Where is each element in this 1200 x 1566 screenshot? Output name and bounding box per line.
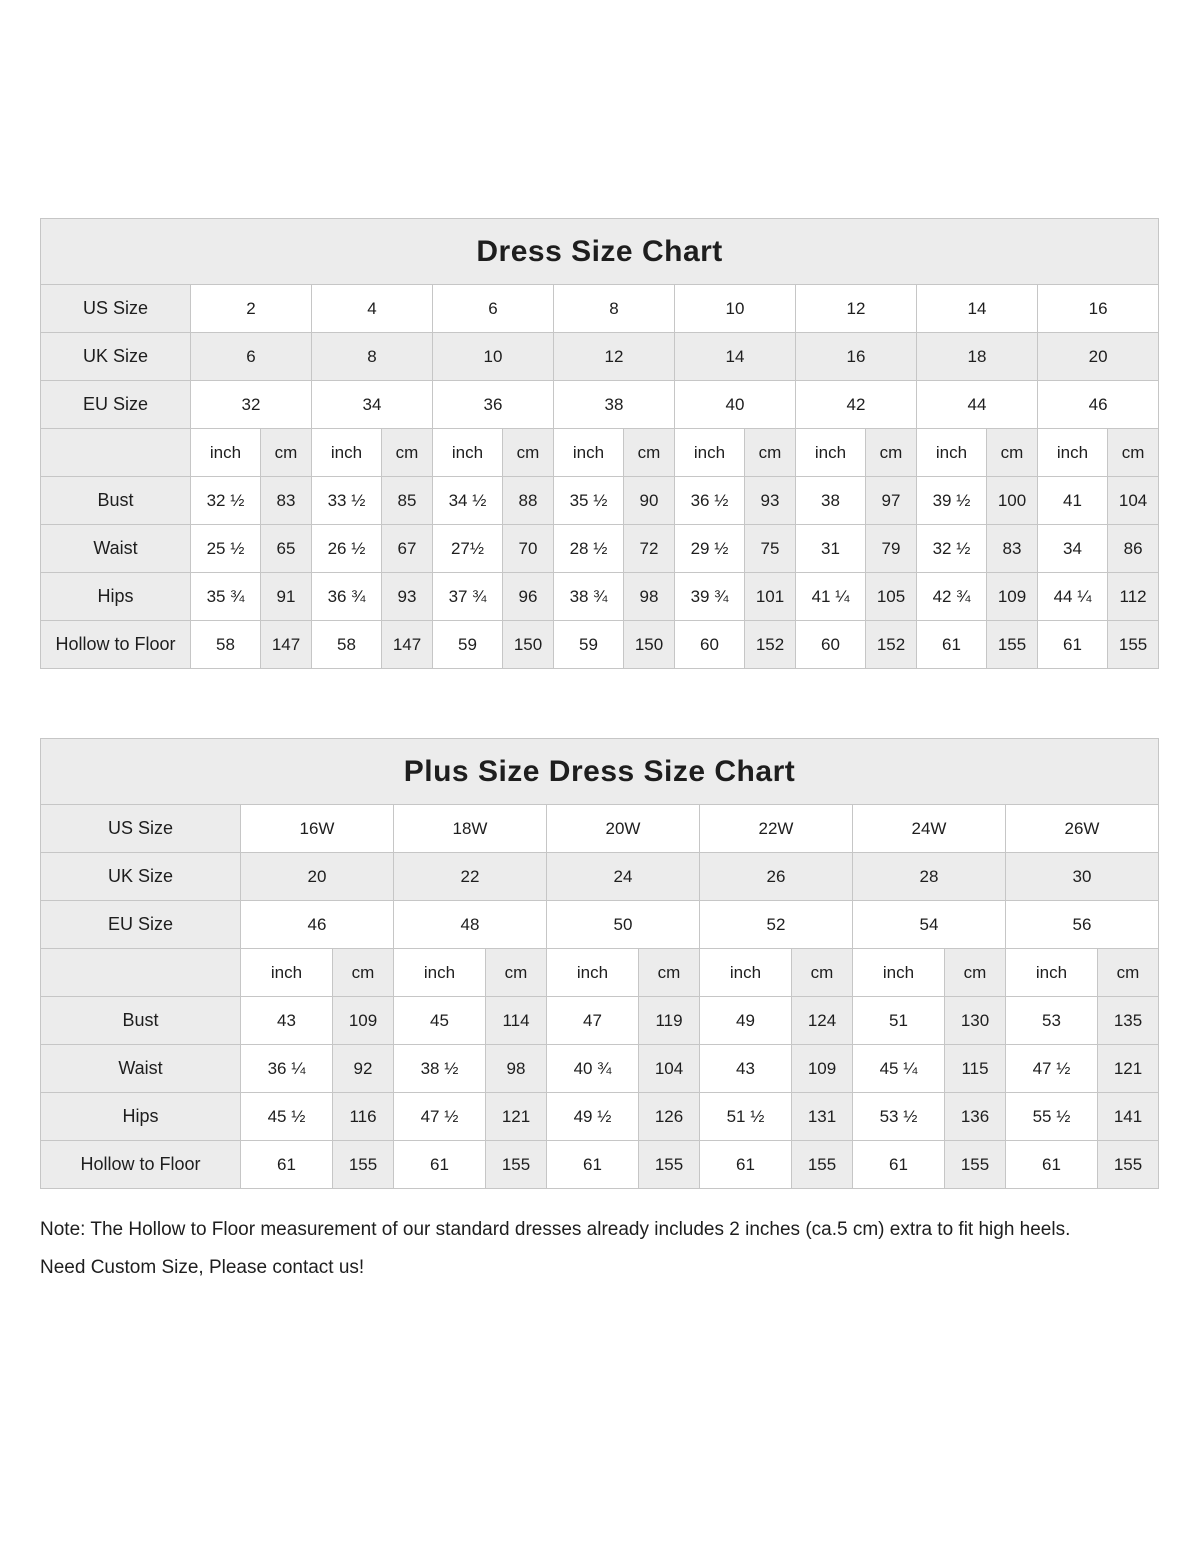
measurement-inch-value: 35 ½ (554, 477, 624, 525)
measurement-cm-value: 152 (866, 621, 917, 669)
size-value-cell: 20 (1038, 333, 1159, 381)
measurement-cm-value: 147 (261, 621, 312, 669)
size-value-cell: 32 (191, 381, 312, 429)
measurement-cm-value: 72 (624, 525, 675, 573)
unit-row-label (41, 949, 241, 997)
cm-unit-label: cm (382, 429, 433, 477)
chart-title: Dress Size Chart (41, 219, 1159, 285)
measurement-cm-value: 91 (261, 573, 312, 621)
standard-size-chart-table (40, 218, 1159, 669)
measurement-inch-value: 47 (547, 997, 639, 1045)
size-value-cell: 8 (554, 285, 675, 333)
measurement-inch-value: 60 (675, 621, 745, 669)
measurement-inch-value: 42 ¾ (917, 573, 987, 621)
measurement-inch-value: 35 ¾ (191, 573, 261, 621)
cm-unit-label: cm (792, 949, 853, 997)
size-value-cell: 20W (547, 805, 700, 853)
measurement-cm-value: 70 (503, 525, 554, 573)
measurement-inch-value: 43 (700, 1045, 792, 1093)
measurement-cm-value: 88 (503, 477, 554, 525)
measurement-inch-value: 55 ½ (1006, 1093, 1098, 1141)
measurement-inch-value: 61 (853, 1141, 945, 1189)
measurement-cm-value: 121 (486, 1093, 547, 1141)
measurement-cm-value: 155 (987, 621, 1038, 669)
measurement-inch-value: 58 (191, 621, 261, 669)
measurement-cm-value: 126 (639, 1093, 700, 1141)
measurement-cm-value: 152 (745, 621, 796, 669)
inch-unit-label: inch (312, 429, 382, 477)
size-value-cell: 52 (700, 901, 853, 949)
cm-unit-label: cm (1098, 949, 1159, 997)
inch-unit-label: inch (433, 429, 503, 477)
inch-unit-label: inch (675, 429, 745, 477)
measurement-inch-value: 32 ½ (917, 525, 987, 573)
size-value-cell: 54 (853, 901, 1006, 949)
measurement-row-label: Hollow to Floor (41, 621, 191, 669)
inch-unit-label: inch (547, 949, 639, 997)
size-value-cell: 44 (917, 381, 1038, 429)
measurement-cm-value: 121 (1098, 1045, 1159, 1093)
size-value-cell: 6 (191, 333, 312, 381)
measurement-cm-value: 109 (792, 1045, 853, 1093)
inch-unit-label: inch (191, 429, 261, 477)
size-value-cell: 14 (675, 333, 796, 381)
measurement-inch-value: 53 ½ (853, 1093, 945, 1141)
measurement-inch-value: 31 (796, 525, 866, 573)
cm-unit-label: cm (1108, 429, 1159, 477)
cm-unit-label: cm (261, 429, 312, 477)
measurement-cm-value: 65 (261, 525, 312, 573)
measurement-row-label: Bust (41, 477, 191, 525)
inch-unit-label: inch (241, 949, 333, 997)
measurement-row-label: Hollow to Floor (41, 1141, 241, 1189)
cm-unit-label: cm (333, 949, 394, 997)
measurement-cm-value: 155 (1098, 1141, 1159, 1189)
plus-size-chart-table (40, 738, 1159, 1189)
measurement-row-label: Hips (41, 1093, 241, 1141)
size-value-cell: 30 (1006, 853, 1159, 901)
measurement-cm-value: 101 (745, 573, 796, 621)
measurement-inch-value: 38 ½ (394, 1045, 486, 1093)
cm-unit-label: cm (503, 429, 554, 477)
size-value-cell: 28 (853, 853, 1006, 901)
size-value-cell: 10 (675, 285, 796, 333)
measurement-cm-value: 98 (486, 1045, 547, 1093)
measurement-row-label: Waist (41, 525, 191, 573)
measurement-cm-value: 112 (1108, 573, 1159, 621)
inch-unit-label: inch (853, 949, 945, 997)
inch-unit-label: inch (917, 429, 987, 477)
measurement-cm-value: 104 (1108, 477, 1159, 525)
measurement-inch-value: 53 (1006, 997, 1098, 1045)
measurement-inch-value: 32 ½ (191, 477, 261, 525)
measurement-inch-value: 47 ½ (1006, 1045, 1098, 1093)
measurement-cm-value: 75 (745, 525, 796, 573)
measurement-inch-value: 36 ¼ (241, 1045, 333, 1093)
measurement-inch-value: 37 ¾ (433, 573, 503, 621)
measurement-inch-value: 34 ½ (433, 477, 503, 525)
measurement-inch-value: 49 (700, 997, 792, 1045)
measurement-cm-value: 115 (945, 1045, 1006, 1093)
cm-unit-label: cm (987, 429, 1038, 477)
size-row-label: UK Size (41, 853, 241, 901)
measurement-row-label: Hips (41, 573, 191, 621)
size-row-label: EU Size (41, 901, 241, 949)
size-value-cell: 24W (853, 805, 1006, 853)
size-value-cell: 40 (675, 381, 796, 429)
measurement-cm-value: 155 (333, 1141, 394, 1189)
size-value-cell: 2 (191, 285, 312, 333)
measurement-inch-value: 58 (312, 621, 382, 669)
size-value-cell: 22 (394, 853, 547, 901)
measurement-inch-value: 47 ½ (394, 1093, 486, 1141)
measurement-cm-value: 155 (945, 1141, 1006, 1189)
size-row-label: US Size (41, 285, 191, 333)
measurement-inch-value: 45 ½ (241, 1093, 333, 1141)
measurement-cm-value: 90 (624, 477, 675, 525)
cm-unit-label: cm (486, 949, 547, 997)
measurement-inch-value: 29 ½ (675, 525, 745, 573)
size-value-cell: 4 (312, 285, 433, 333)
measurement-inch-value: 34 (1038, 525, 1108, 573)
measurement-cm-value: 124 (792, 997, 853, 1045)
measurement-inch-value: 44 ¼ (1038, 573, 1108, 621)
unit-row-label (41, 429, 191, 477)
inch-unit-label: inch (1006, 949, 1098, 997)
measurement-cm-value: 83 (987, 525, 1038, 573)
measurement-cm-value: 155 (1108, 621, 1159, 669)
size-value-cell: 36 (433, 381, 554, 429)
measurement-cm-value: 150 (503, 621, 554, 669)
size-value-cell: 8 (312, 333, 433, 381)
inch-unit-label: inch (554, 429, 624, 477)
size-value-cell: 38 (554, 381, 675, 429)
cm-unit-label: cm (945, 949, 1006, 997)
measurement-inch-value: 61 (547, 1141, 639, 1189)
size-value-cell: 16W (241, 805, 394, 853)
measurement-cm-value: 93 (745, 477, 796, 525)
measurement-cm-value: 98 (624, 573, 675, 621)
measurement-row-label: Bust (41, 997, 241, 1045)
measurement-inch-value: 59 (433, 621, 503, 669)
size-value-cell: 22W (700, 805, 853, 853)
size-value-cell: 18W (394, 805, 547, 853)
inch-unit-label: inch (1038, 429, 1108, 477)
measurement-inch-value: 28 ½ (554, 525, 624, 573)
size-value-cell: 46 (1038, 381, 1159, 429)
size-row-label: EU Size (41, 381, 191, 429)
measurement-cm-value: 135 (1098, 997, 1159, 1045)
size-value-cell: 16 (796, 333, 917, 381)
cm-unit-label: cm (745, 429, 796, 477)
measurement-cm-value: 114 (486, 997, 547, 1045)
measurement-cm-value: 85 (382, 477, 433, 525)
size-value-cell: 10 (433, 333, 554, 381)
chart-title: Plus Size Dress Size Chart (41, 739, 1159, 805)
measurement-row-label: Waist (41, 1045, 241, 1093)
size-value-cell: 20 (241, 853, 394, 901)
size-value-cell: 46 (241, 901, 394, 949)
measurement-inch-value: 38 (796, 477, 866, 525)
measurement-cm-value: 67 (382, 525, 433, 573)
cm-unit-label: cm (639, 949, 700, 997)
size-row-label: UK Size (41, 333, 191, 381)
measurement-inch-value: 61 (700, 1141, 792, 1189)
measurement-inch-value: 49 ½ (547, 1093, 639, 1141)
measurement-inch-value: 26 ½ (312, 525, 382, 573)
size-value-cell: 42 (796, 381, 917, 429)
measurement-inch-value: 39 ½ (917, 477, 987, 525)
measurement-cm-value: 155 (639, 1141, 700, 1189)
measurement-inch-value: 25 ½ (191, 525, 261, 573)
measurement-cm-value: 86 (1108, 525, 1159, 573)
measurement-cm-value: 141 (1098, 1093, 1159, 1141)
measurement-inch-value: 51 (853, 997, 945, 1045)
measurement-inch-value: 45 ¼ (853, 1045, 945, 1093)
measurement-cm-value: 96 (503, 573, 554, 621)
notes (40, 1211, 1160, 1287)
measurement-inch-value: 27½ (433, 525, 503, 573)
measurement-inch-value: 61 (1006, 1141, 1098, 1189)
size-value-cell: 14 (917, 285, 1038, 333)
measurement-cm-value: 147 (382, 621, 433, 669)
size-value-cell: 48 (394, 901, 547, 949)
measurement-inch-value: 36 ¾ (312, 573, 382, 621)
measurement-cm-value: 150 (624, 621, 675, 669)
measurement-inch-value: 33 ½ (312, 477, 382, 525)
measurement-cm-value: 155 (792, 1141, 853, 1189)
measurement-inch-value: 45 (394, 997, 486, 1045)
size-value-cell: 12 (554, 333, 675, 381)
measurement-cm-value: 105 (866, 573, 917, 621)
size-value-cell: 50 (547, 901, 700, 949)
size-row-label: US Size (41, 805, 241, 853)
size-value-cell: 16 (1038, 285, 1159, 333)
size-value-cell: 24 (547, 853, 700, 901)
measurement-cm-value: 131 (792, 1093, 853, 1141)
measurement-inch-value: 59 (554, 621, 624, 669)
size-value-cell: 6 (433, 285, 554, 333)
measurement-cm-value: 79 (866, 525, 917, 573)
cm-unit-label: cm (624, 429, 675, 477)
measurement-cm-value: 92 (333, 1045, 394, 1093)
measurement-inch-value: 39 ¾ (675, 573, 745, 621)
measurement-cm-value: 155 (486, 1141, 547, 1189)
measurement-inch-value: 51 ½ (700, 1093, 792, 1141)
size-value-cell: 26W (1006, 805, 1159, 853)
measurement-inch-value: 38 ¾ (554, 573, 624, 621)
hollow-to-floor-note: Note: The Hollow to Floor measurement of our standard dresses already includes 2 inches (ca.5 cm) extra to fit high heels. (40, 1219, 1071, 1240)
measurement-cm-value: 100 (987, 477, 1038, 525)
size-value-cell: 18 (917, 333, 1038, 381)
size-value-cell: 56 (1006, 901, 1159, 949)
inch-unit-label: inch (796, 429, 866, 477)
measurement-cm-value: 109 (987, 573, 1038, 621)
size-value-cell: 34 (312, 381, 433, 429)
measurement-inch-value: 61 (241, 1141, 333, 1189)
cm-unit-label: cm (866, 429, 917, 477)
custom-size-note: Need Custom Size, Please contact us! (40, 1257, 365, 1278)
measurement-cm-value: 130 (945, 997, 1006, 1045)
size-value-cell: 12 (796, 285, 917, 333)
measurement-inch-value: 40 ¾ (547, 1045, 639, 1093)
measurement-inch-value: 61 (917, 621, 987, 669)
measurement-inch-value: 61 (1038, 621, 1108, 669)
measurement-inch-value: 61 (394, 1141, 486, 1189)
measurement-cm-value: 109 (333, 997, 394, 1045)
measurement-inch-value: 41 ¼ (796, 573, 866, 621)
measurement-cm-value: 116 (333, 1093, 394, 1141)
measurement-cm-value: 119 (639, 997, 700, 1045)
measurement-inch-value: 41 (1038, 477, 1108, 525)
measurement-cm-value: 104 (639, 1045, 700, 1093)
inch-unit-label: inch (700, 949, 792, 997)
measurement-cm-value: 97 (866, 477, 917, 525)
measurement-inch-value: 60 (796, 621, 866, 669)
inch-unit-label: inch (394, 949, 486, 997)
measurement-cm-value: 83 (261, 477, 312, 525)
size-value-cell: 26 (700, 853, 853, 901)
measurement-cm-value: 136 (945, 1093, 1006, 1141)
measurement-cm-value: 93 (382, 573, 433, 621)
measurement-inch-value: 43 (241, 997, 333, 1045)
measurement-inch-value: 36 ½ (675, 477, 745, 525)
